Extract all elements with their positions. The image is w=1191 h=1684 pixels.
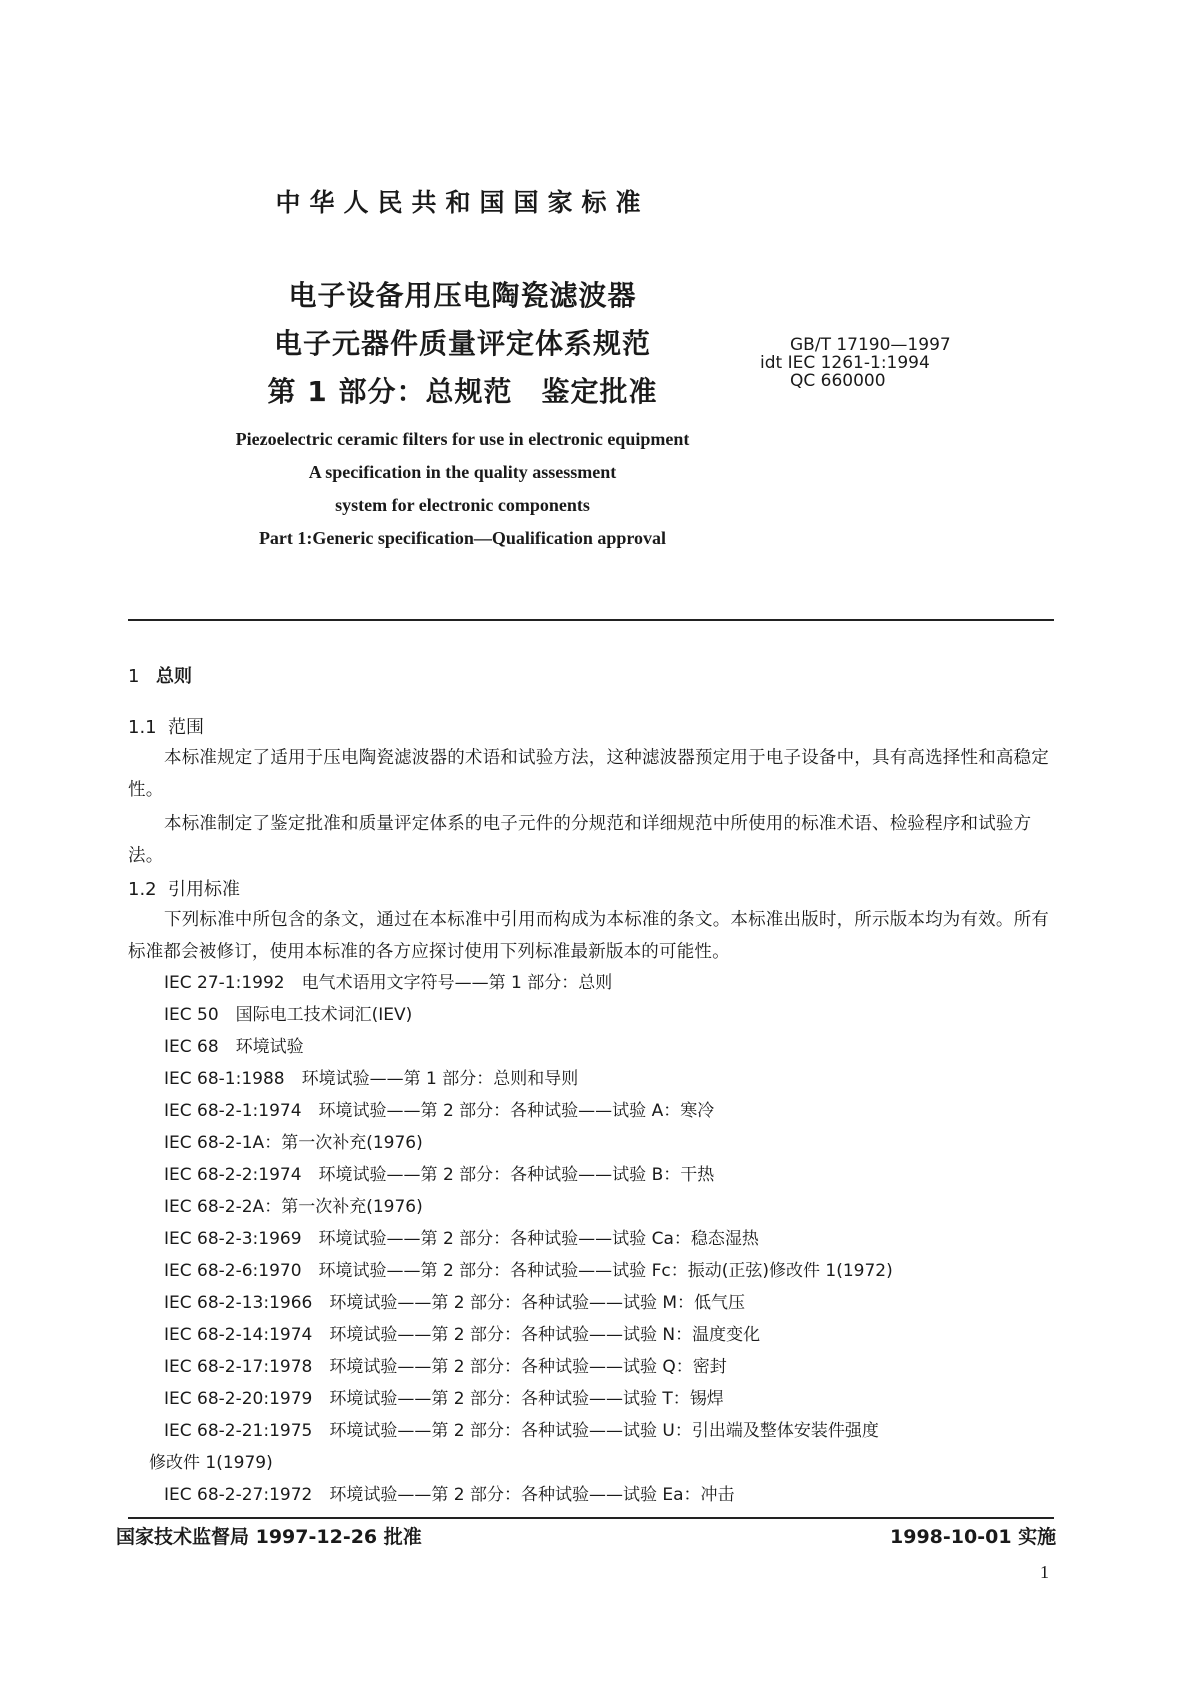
title-cn-line-1: 电子设备用压电陶瓷滤波器 xyxy=(288,279,637,312)
reference-item: IEC 50 国际电工技术词汇(IEV) xyxy=(164,1005,413,1025)
reference-item: IEC 27-1:1992 电气术语用文字符号——第 1 部分：总则 xyxy=(164,973,613,993)
header-divider xyxy=(128,619,1054,621)
reference-item: IEC 68-2-17:1978 环境试验——第 2 部分：各种试验——试验 Q：密封 xyxy=(164,1357,727,1377)
approval-date: 国家技术监督局 1997-12-26 批准 xyxy=(116,1526,422,1548)
footer-divider xyxy=(128,1517,1054,1519)
national-standard-header: 中华人民共和国国家标准 xyxy=(275,188,650,217)
section-number: 1.2 xyxy=(128,879,157,900)
reference-item: IEC 68-2-21:1975 环境试验——第 2 部分：各种试验——试验 U：引出端及整体安装件强度 xyxy=(164,1421,879,1441)
section-title: 总则 xyxy=(156,666,192,687)
section-1-heading xyxy=(128,662,192,688)
reference-item: IEC 68-2-3:1969 环境试验——第 2 部分：各种试验——试验 Ca：稳态湿热 xyxy=(164,1229,759,1249)
title-en-line-2: A specification in the quality assessment xyxy=(308,462,617,482)
iec-code: idt IEC 1261-1:1994 xyxy=(760,353,930,373)
reference-item: IEC 68-2-14:1974 环境试验——第 2 部分：各种试验——试验 N：温度变化 xyxy=(164,1325,761,1345)
reference-item: IEC 68-2-20:1979 环境试验——第 2 部分：各种试验——试验 T：锡焊 xyxy=(164,1389,724,1409)
reference-item: IEC 68 环境试验 xyxy=(164,1037,304,1057)
gbt-code: GB/T 17190—1997 xyxy=(790,335,951,355)
page-number: 1 xyxy=(1040,1562,1049,1582)
section-number: 1.1 xyxy=(128,717,157,738)
title-en-line-3: system for electronic components xyxy=(335,495,590,515)
reference-item: IEC 68-2-2:1974 环境试验——第 2 部分：各种试验——试验 B：干热 xyxy=(164,1165,715,1185)
reference-item-continuation: 修改件 1(1979) xyxy=(149,1453,273,1473)
reference-item: IEC 68-2-2A：第一次补充(1976) xyxy=(164,1197,423,1217)
reference-item: IEC 68-2-6:1970 环境试验——第 2 部分：各种试验——试验 Fc：振动(正弦)修改件 1(1972) xyxy=(164,1261,893,1281)
reference-item: IEC 68-2-27:1972 环境试验——第 2 部分：各种试验——试验 Ea：冲击 xyxy=(164,1485,735,1505)
title-cn-line-2: 电子元器件质量评定体系规范 xyxy=(273,327,651,360)
title-cn-line-3: 第 1 部分：总规范 鉴定批准 xyxy=(267,375,658,408)
references-intro-paragraph: 下列标准中所包含的条文，通过在本标准中引用而构成为本标准的条文。本标准出版时，所示版本均为有效。所有标准都会被修订，使用本标准的各方应探讨使用下列标准最新版本的可能性。 xyxy=(128,910,1049,962)
standard-codes xyxy=(760,336,951,390)
reference-item: IEC 68-1:1988 环境试验——第 1 部分：总则和导则 xyxy=(164,1069,579,1089)
reference-list xyxy=(149,967,893,1511)
section-1-1-heading xyxy=(128,713,204,739)
reference-item: IEC 68-2-13:1966 环境试验——第 2 部分：各种试验——试验 M：低气压 xyxy=(164,1293,746,1313)
section-number: 1 xyxy=(128,666,140,687)
title-en-line-4: Part 1:Generic specification—Qualification approval xyxy=(258,528,667,548)
title-en-line-1: Piezoelectric ceramic filters for use in electronic equipment xyxy=(235,429,690,449)
section-1-2-heading xyxy=(128,875,240,901)
section-title: 范围 xyxy=(168,717,204,738)
reference-item: IEC 68-2-1:1974 环境试验——第 2 部分：各种试验——试验 A：寒冷 xyxy=(164,1101,715,1121)
scope-paragraph-2: 本标准制定了鉴定批准和质量评定体系的电子元件的分规范和详细规范中所使用的标准术语、检验程序和试验方法。 xyxy=(128,814,1032,866)
implementation-date: 1998-10-01 实施 xyxy=(890,1526,1057,1548)
reference-item: IEC 68-2-1A：第一次补充(1976) xyxy=(164,1133,423,1153)
section-title: 引用标准 xyxy=(168,879,240,900)
scope-paragraph-1: 本标准规定了适用于压电陶瓷滤波器的术语和试验方法，这种滤波器预定用于电子设备中，具有高选择性和高稳定性。 xyxy=(128,748,1049,800)
qc-code: QC 660000 xyxy=(790,371,886,391)
